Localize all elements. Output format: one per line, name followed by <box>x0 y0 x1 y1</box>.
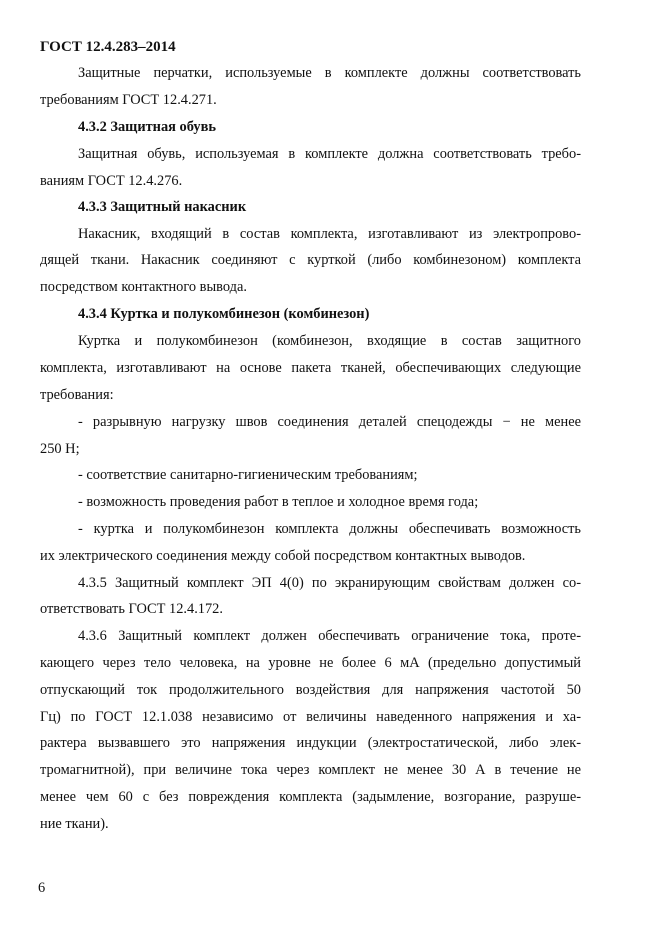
list-item: - соответствие санитарно-гигиеническим требованиям; <box>78 467 418 483</box>
paragraph-line: ответствовать ГОСТ 12.4.172. <box>40 601 223 617</box>
paragraph-line: менее чем 60 с без повреждения комплекта (задымление, возгорание, разруше- <box>40 789 581 805</box>
paragraph-line: 4.3.5 Защитный комплект ЭП 4(0) по экранирующим свойствам должен со- <box>78 575 581 591</box>
list-item: - куртка и полукомбинезон комплекта должны обеспечивать возможность <box>78 521 581 537</box>
paragraph-line: Защитные перчатки, используемые в комплекте должны соответствовать <box>78 65 581 81</box>
page-header: ГОСТ 12.4.283–2014 <box>40 39 176 55</box>
paragraph-line: отпускающий ток продолжительного воздействия для напряжения частотой 50 <box>40 682 581 698</box>
page-number: 6 <box>38 880 46 896</box>
section-heading: 4.3.3 Защитный накасник <box>78 199 247 215</box>
paragraph-line: ние ткани). <box>40 816 109 832</box>
paragraph-line: кающего через тело человека, на уровне не более 6 мА (предельно допустимый <box>40 655 581 671</box>
paragraph-line: 4.3.6 Защитный комплект должен обеспечивать ограничение тока, проте- <box>78 628 581 644</box>
paragraph-line: ваниям ГОСТ 12.4.276. <box>40 173 183 189</box>
paragraph-line: рактера вызвавшего это напряжения индукции (электростатической, либо элек- <box>40 735 581 751</box>
section-heading: 4.3.4 Куртка и полукомбинезон (комбинезон) <box>78 306 370 322</box>
paragraph-line: посредством контактного вывода. <box>40 279 247 295</box>
list-item: их электрического соединения между собой посредством контактных выводов. <box>40 548 526 564</box>
list-item: - возможность проведения работ в теплое и холодное время года; <box>78 494 479 510</box>
list-item: - разрывную нагрузку швов соединения деталей спецодежды − не менее <box>78 414 581 430</box>
paragraph-line: требования: <box>40 387 114 403</box>
paragraph-line: Накасник, входящий в состав комплекта, изготавливают из электропрово- <box>78 226 581 242</box>
paragraph-line: Куртка и полукомбинезон (комбинезон, входящие в состав защитного <box>78 333 581 349</box>
paragraph-line: требованиям ГОСТ 12.4.271. <box>40 92 217 108</box>
paragraph-line: Защитная обувь, используемая в комплекте должна соответствовать требо- <box>78 146 581 162</box>
paragraph-line: дящей ткани. Накасник соединяют с курткой (либо комбинезоном) комплекта <box>40 252 581 268</box>
section-heading: 4.3.2 Защитная обувь <box>78 119 216 135</box>
list-item: 250 Н; <box>40 441 80 457</box>
paragraph-line: тромагнитной), при величине тока через комплект не менее 30 А в течение не <box>40 762 581 778</box>
paragraph-line: Гц) по ГОСТ 12.1.038 независимо от величины наведенного напряжения и ха- <box>40 709 581 725</box>
paragraph-line: комплекта, изготавливают на основе пакета тканей, обеспечивающих следующие <box>40 360 581 376</box>
